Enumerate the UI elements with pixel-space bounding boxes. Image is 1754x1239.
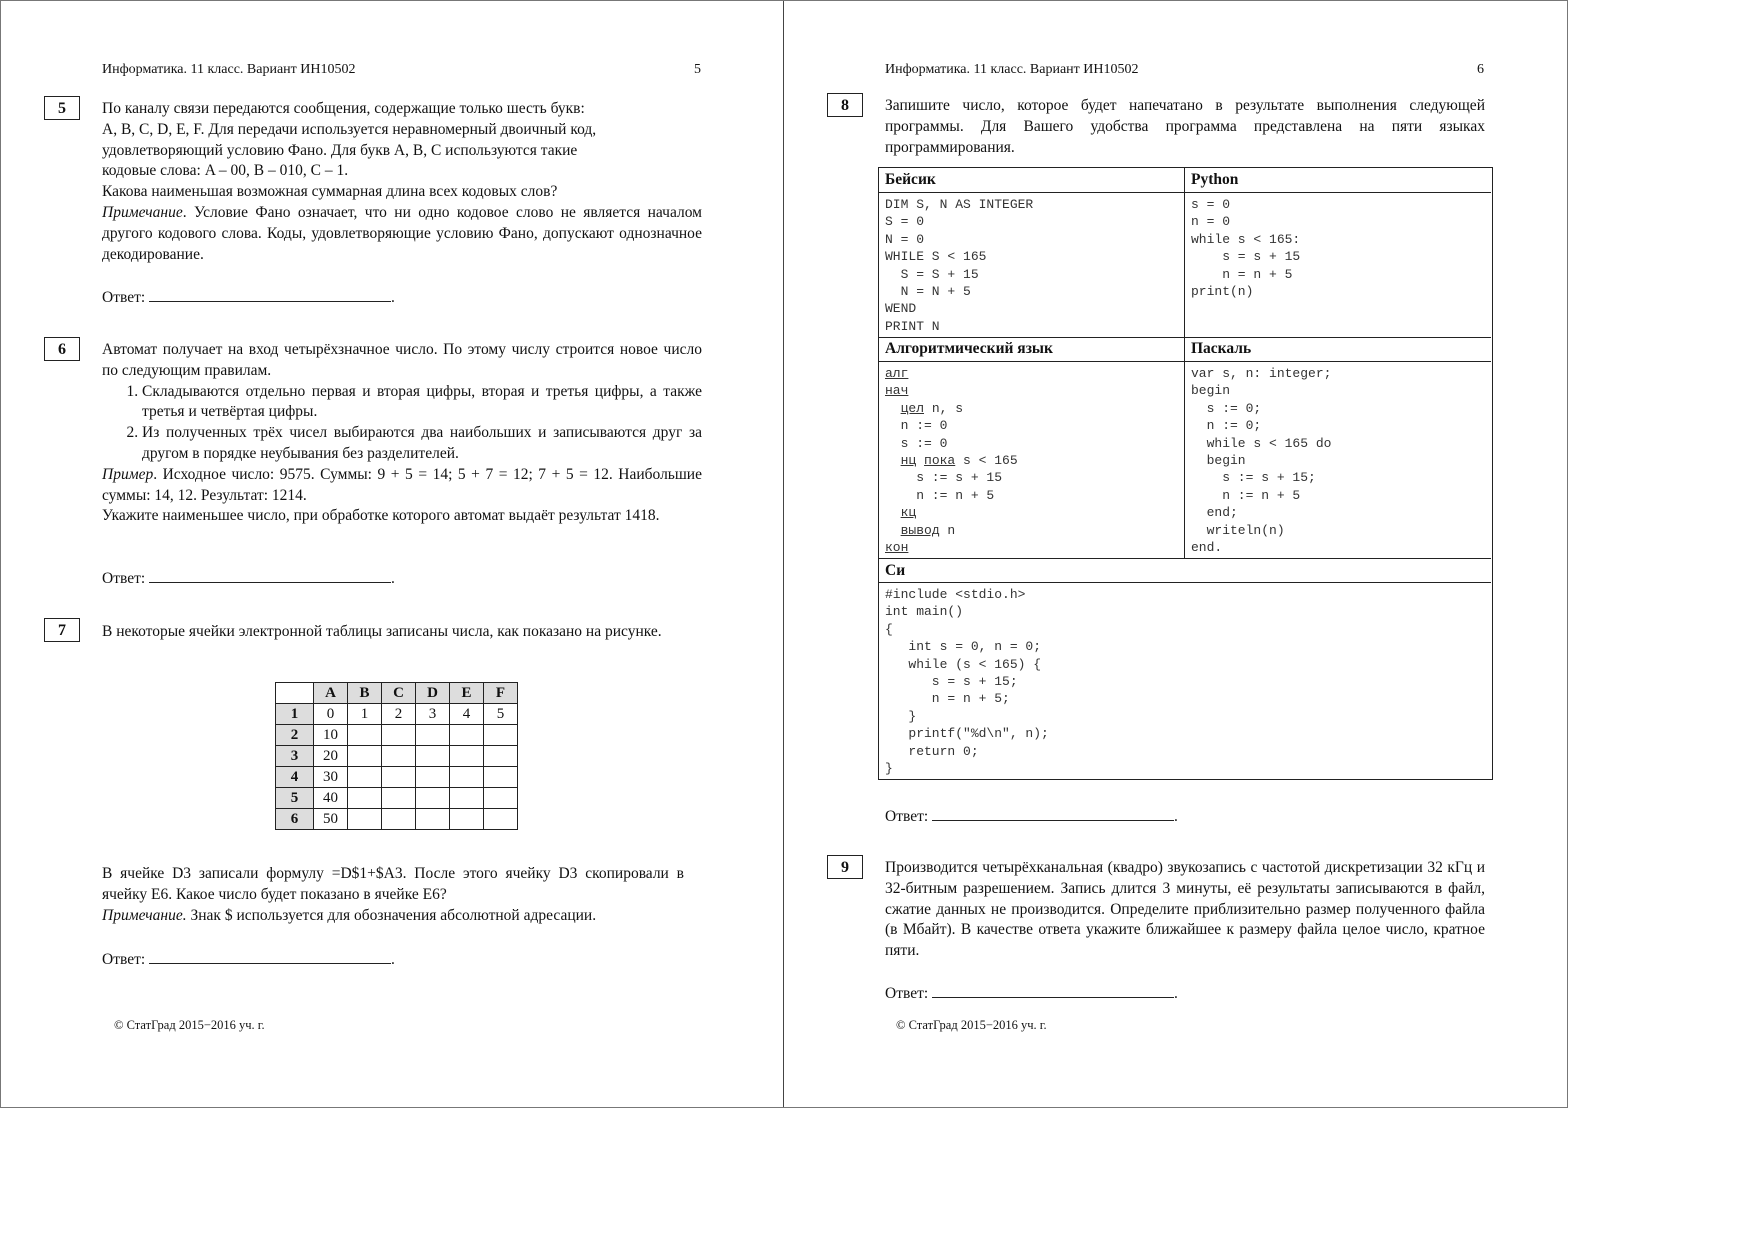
q6-intro: Автомат получает на вход четырёхзначное число. По этому числу строится новое число по следующим правилам. <box>102 341 702 379</box>
page-footer: © СтатГрад 2015−2016 уч. г. <box>114 1018 265 1032</box>
answer-dot: . <box>1174 808 1178 825</box>
page-header: Информатика. 11 класс. Вариант ИН10502 <box>885 62 1139 77</box>
sheet-cell <box>484 788 518 809</box>
sheet-cell: 30 <box>314 767 348 788</box>
kw-cel: цел <box>900 400 925 416</box>
kw-poka: пока <box>924 453 956 469</box>
sheet-cell: 10 <box>314 725 348 746</box>
question-number-7: 7 <box>44 618 80 642</box>
question-7-intro: В некоторые ячейки электронной таблицы записаны числа, как показано на рисунке. <box>102 623 662 640</box>
spreadsheet-header-row <box>276 683 518 704</box>
answer-label: Ответ: <box>102 570 146 587</box>
question-number-6: 6 <box>44 337 80 361</box>
q5-line1: По каналу связи передаются сообщения, содержащие только шесть букв: <box>102 100 585 117</box>
pascal-title: Паскаль <box>1191 340 1252 357</box>
c-title: Си <box>885 562 906 579</box>
kw-alg: алг <box>885 366 909 381</box>
spreadsheet-figure <box>275 682 518 830</box>
answer-field-9[interactable] <box>885 983 1178 1003</box>
algo-code <box>885 365 1018 556</box>
algo-line-s: s := 0 <box>885 435 948 451</box>
spreadsheet-row <box>276 704 518 725</box>
algo-vyvod-rest: n <box>939 522 956 538</box>
row-header: 2 <box>276 725 314 746</box>
spreadsheet-row <box>276 788 518 809</box>
q6-rule-1: 1. Складываются отдельно первая и вторая цифры, вторая и третья цифры, а также третья и четвёртая цифры. <box>142 382 702 424</box>
algo-nc-rest: s < 165 <box>955 453 1018 469</box>
answer-dot: . <box>391 570 395 587</box>
q7-note-text: Знак $ используется для обозначения абсолютной адресации. <box>186 906 597 924</box>
row-divider <box>879 361 1491 362</box>
python-title: Python <box>1191 171 1239 188</box>
page-footer: © СтатГрад 2015−2016 уч. г. <box>896 1018 1047 1032</box>
row-header: 4 <box>276 767 314 788</box>
answer-line[interactable] <box>932 806 1174 821</box>
q5-question: Какова наименьшая возможная суммарная длина всех кодовых слов? <box>102 183 558 201</box>
sheet-cell <box>348 809 382 830</box>
sheet-cell <box>348 746 382 767</box>
answer-field-6[interactable] <box>102 568 395 588</box>
q7-note-label: Примечание. <box>102 906 187 924</box>
page-left <box>0 0 784 1108</box>
sheet-cell: 50 <box>314 809 348 830</box>
answer-label: Ответ: <box>102 289 146 306</box>
row-divider <box>879 558 1491 559</box>
answer-dot: . <box>391 289 395 306</box>
sheet-cell <box>450 746 484 767</box>
kw-vyvod: вывод <box>900 522 940 538</box>
col-header: F <box>484 683 518 704</box>
q5-line2: A, B, C, D, E, F. Для передачи используется неравномерный двоичный код, <box>102 120 597 138</box>
spreadsheet-row <box>276 767 518 788</box>
pascal-code: var s, n: integer; begin s := 0; n := 0; while s < 165 do begin s := s + 15; n := n + 5 end; writeln(n) end. <box>1191 366 1332 556</box>
answer-line[interactable] <box>932 983 1174 998</box>
sheet-cell <box>484 746 518 767</box>
row-header: 1 <box>276 704 314 725</box>
sheet-cell: 2 <box>382 704 416 725</box>
q6-question: Укажите наименьшее число, при обработке которого автомат выдаёт результат 1418. <box>102 507 660 525</box>
sheet-cell <box>348 725 382 746</box>
kw-kc: кц <box>900 505 917 521</box>
col-header: C <box>382 683 416 704</box>
c-code: #include <stdio.h> int main() { int s = 0, n = 0; while (s < 165) { s = s + 15; n = n + 5; } printf("%d\n", n); return 0; } <box>885 587 1049 777</box>
sheet-cell <box>348 788 382 809</box>
sheet-cell <box>382 788 416 809</box>
q6-rule-2: 2. Из полученных трёх чисел выбираются два наибольших и записываются друг за другом в порядке неубывания без разделителей. <box>142 423 702 465</box>
sheet-cell <box>416 767 450 788</box>
sheet-cell: 4 <box>450 704 484 725</box>
question-number-9: 9 <box>827 855 863 879</box>
answer-label: Ответ: <box>102 951 146 968</box>
sheet-cell: 40 <box>314 788 348 809</box>
column-divider <box>1184 168 1185 558</box>
q5-line3: удовлетворяющий условию Фано. Для букв A, B, C используются такие <box>102 141 578 159</box>
question-7-text <box>102 864 684 926</box>
answer-label: Ответ: <box>885 808 929 825</box>
answer-dot: . <box>391 951 395 968</box>
q7-note <box>102 906 684 927</box>
basic-title: Бейсик <box>885 171 936 188</box>
q5-line4: кодовые слова: A – 00, B – 010, C – 1. <box>102 162 349 180</box>
spreadsheet-row <box>276 809 518 830</box>
sheet-cell: 1 <box>348 704 382 725</box>
row-header: 3 <box>276 746 314 767</box>
sheet-cell <box>484 767 518 788</box>
q5-note-text: . Условие Фано означает, что ни одно кодовое слово не является началом другого кодового слова. Коды, удовлетворяющие условию Фано, допускают однозначное декодирование. <box>102 203 702 263</box>
algo-cel-rest: n, s <box>924 400 964 416</box>
sheet-cell <box>450 809 484 830</box>
sheet-cell <box>450 767 484 788</box>
algo-line-n: n := 0 <box>885 418 948 434</box>
row-divider <box>879 582 1491 583</box>
question-6-text <box>102 340 702 527</box>
sheet-cell: 3 <box>416 704 450 725</box>
sheet-cell: 5 <box>484 704 518 725</box>
sheet-cell <box>450 725 484 746</box>
page-header: Информатика. 11 класс. Вариант ИН10502 <box>102 62 356 77</box>
question-8-intro: Запишите число, которое будет напечатано в результате выполнения следующей программы. Для Вашего удобства программа представлена на пяти языках программирования. <box>885 97 1485 156</box>
basic-code: DIM S, N AS INTEGER S = 0 N = 0 WHILE S < 165 S = S + 15 N = N + 5 WEND PRINT N <box>885 197 1034 334</box>
kw-nc: нц <box>900 453 917 469</box>
question-number-5: 5 <box>44 96 80 120</box>
col-header: A <box>314 683 348 704</box>
q7-question: В ячейке D3 записали формулу =D$1+$A3. После этого ячейку D3 скопировали в ячейку E6. Какое число будет показано в ячейке E6? <box>102 865 684 903</box>
sheet-cell <box>382 746 416 767</box>
col-header: D <box>416 683 450 704</box>
spreadsheet-row <box>276 746 518 767</box>
sheet-cell <box>484 809 518 830</box>
q6-example <box>102 465 702 507</box>
page-number: 5 <box>694 62 701 77</box>
sheet-cell <box>416 809 450 830</box>
sheet-cell <box>382 725 416 746</box>
kw-kon: кон <box>885 540 909 556</box>
sheet-cell <box>416 725 450 746</box>
algo-body: s := s + 15 n := n + 5 <box>916 470 1003 503</box>
question-5-text <box>102 99 702 265</box>
answer-line[interactable] <box>149 949 391 964</box>
row-header: 6 <box>276 809 314 830</box>
corner-cell <box>276 683 314 704</box>
sheet-cell <box>348 767 382 788</box>
answer-dot: . <box>1174 985 1178 1002</box>
sheet-cell <box>382 809 416 830</box>
row-header: 5 <box>276 788 314 809</box>
algo-title: Алгоритмический язык <box>885 340 1053 357</box>
col-header: B <box>348 683 382 704</box>
sheet-cell <box>416 788 450 809</box>
answer-line[interactable] <box>149 568 391 583</box>
sheet-cell: 0 <box>314 704 348 725</box>
answer-field-7[interactable] <box>102 949 395 969</box>
spreadsheet-row <box>276 725 518 746</box>
sheet-cell <box>450 788 484 809</box>
col-header: E <box>450 683 484 704</box>
sheet-cell <box>416 746 450 767</box>
q5-note-label: Примечание <box>102 203 183 221</box>
q5-note <box>102 203 702 265</box>
question-9-text: Производится четырёхканальная (квадро) звукозапись с частотой дискретизации 32 кГц и 32-битным разрешением. Запись длится 3 минуты, её результаты записываются в файл, сжатие данных не производится. Определите приблизительно размер полученного файла (в Мбайт). В качестве ответа укажите ближайшее к размеру файла целое число, кратное пяти. <box>885 859 1485 960</box>
page-number: 6 <box>1477 62 1484 77</box>
answer-label: Ответ: <box>885 985 929 1002</box>
program-table <box>878 167 1493 780</box>
q6-example-text: . Исходное число: 9575. Суммы: 9 + 5 = 14; 5 + 7 = 12; 7 + 5 = 12. Наибольшие суммы: 14, 12. Результат: 1214. <box>102 465 702 504</box>
answer-field-5[interactable] <box>102 287 395 307</box>
row-divider <box>879 337 1491 338</box>
sheet-cell <box>382 767 416 788</box>
kw-nach: нач <box>885 383 909 399</box>
q6-rules <box>102 382 702 465</box>
sheet-cell: 20 <box>314 746 348 767</box>
row-divider <box>879 192 1491 193</box>
question-number-8: 8 <box>827 93 863 117</box>
sheet-cell <box>484 725 518 746</box>
answer-line[interactable] <box>149 287 391 302</box>
python-code: s = 0 n = 0 while s < 165: s = s + 15 n = n + 5 print(n) <box>1191 197 1301 300</box>
answer-field-8[interactable] <box>885 806 1178 826</box>
q6-example-label: Пример <box>102 465 154 483</box>
